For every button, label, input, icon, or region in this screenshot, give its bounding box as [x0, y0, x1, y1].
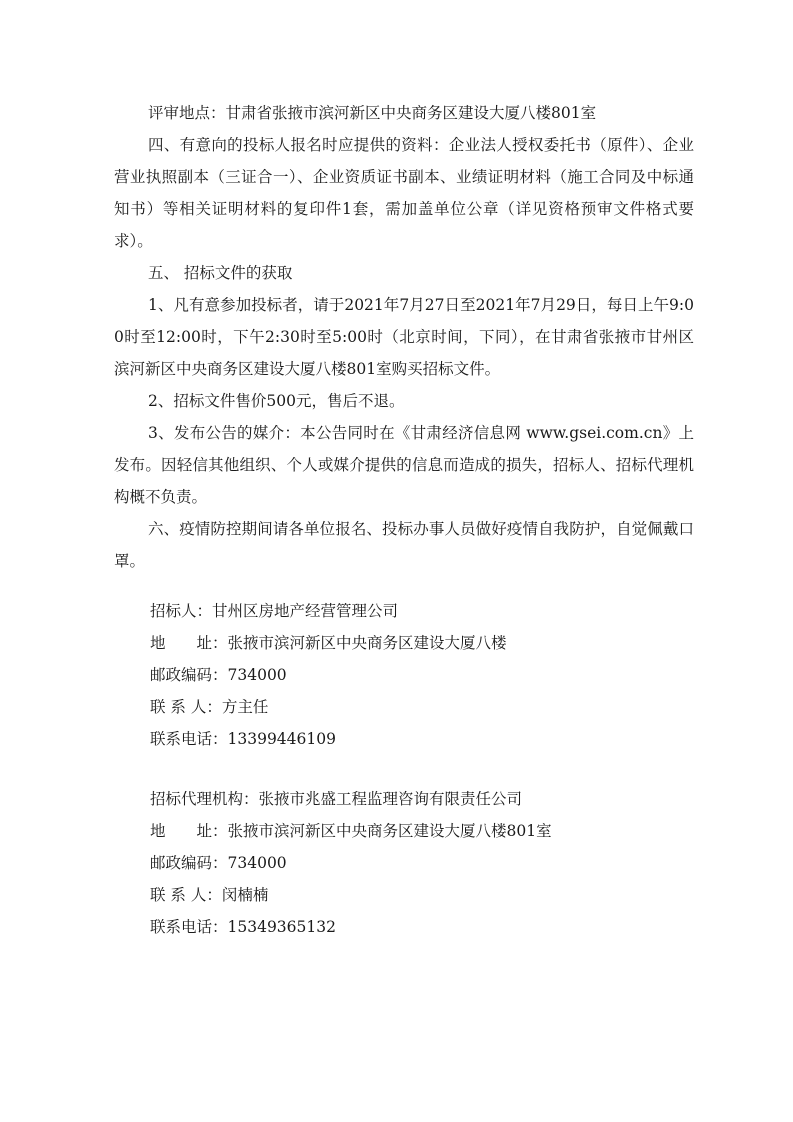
section-4-paragraph: 四、有意向的投标人报名时应提供的资料：企业法人授权委托书（原件）、企业营业执照副本（三证合一）、企业资质证书副本、业绩证明材料（施工合同及中标通知书）等相关证明材料的复印件1套，需加盖单位公章（详见资格预审文件格式要求）。: [114, 136, 694, 250]
agency-phone: 联系电话：15349365132: [150, 918, 336, 936]
review-location-text: 评审地点：甘肃省张掖市滨河新区中央商务区建设大厦八楼801室: [148, 104, 597, 122]
tenderer-name: 招标人：甘州区房地产经营管理公司: [150, 602, 399, 620]
item-2-paragraph: 2、招标文件售价500元，售后不退。: [148, 392, 405, 410]
tenderer-address: 地 址：张掖市滨河新区中央商务区建设大厦八楼: [150, 634, 507, 652]
agency-contact: 联 系 人：闵楠楠: [150, 886, 269, 904]
tenderer-info-block: [150, 595, 507, 755]
item-3-paragraph: 3、发布公告的媒介：本公告同时在《甘肃经济信息网 www.gsei.com.cn》上发布。因轻信其他组织、个人或媒介提供的信息而造成的损失，招标人、招标代理机构概不负责。: [114, 424, 694, 506]
section-5-heading: 五、 招标文件的获取: [148, 264, 293, 282]
tenderer-contact: 联 系 人：方主任: [150, 698, 269, 716]
agency-address: 地 址：张掖市滨河新区中央商务区建设大厦八楼801室: [150, 822, 552, 840]
agency-name: 招标代理机构：张掖市兆盛工程监理咨询有限责任公司: [150, 790, 523, 808]
agency-postcode: 邮政编码：734000: [150, 854, 287, 872]
tenderer-phone: 联系电话：13399446109: [150, 730, 336, 748]
tenderer-postcode: 邮政编码：734000: [150, 666, 287, 684]
item-1-paragraph: 1、凡有意参加投标者，请于2021年7月27日至2021年7月29日，每日上午9:00时至12:00时，下午2:30时至5:00时（北京时间，下同），在甘肃省张掖市甘州区滨河新区中央商务区建设大厦八楼801室购买招标文件。: [114, 296, 694, 378]
section-6-paragraph: 六、疫情防控期间请各单位报名、投标办事人员做好疫情自我防护，自觉佩戴口罩。: [114, 520, 694, 570]
agency-info-block: [150, 783, 552, 943]
